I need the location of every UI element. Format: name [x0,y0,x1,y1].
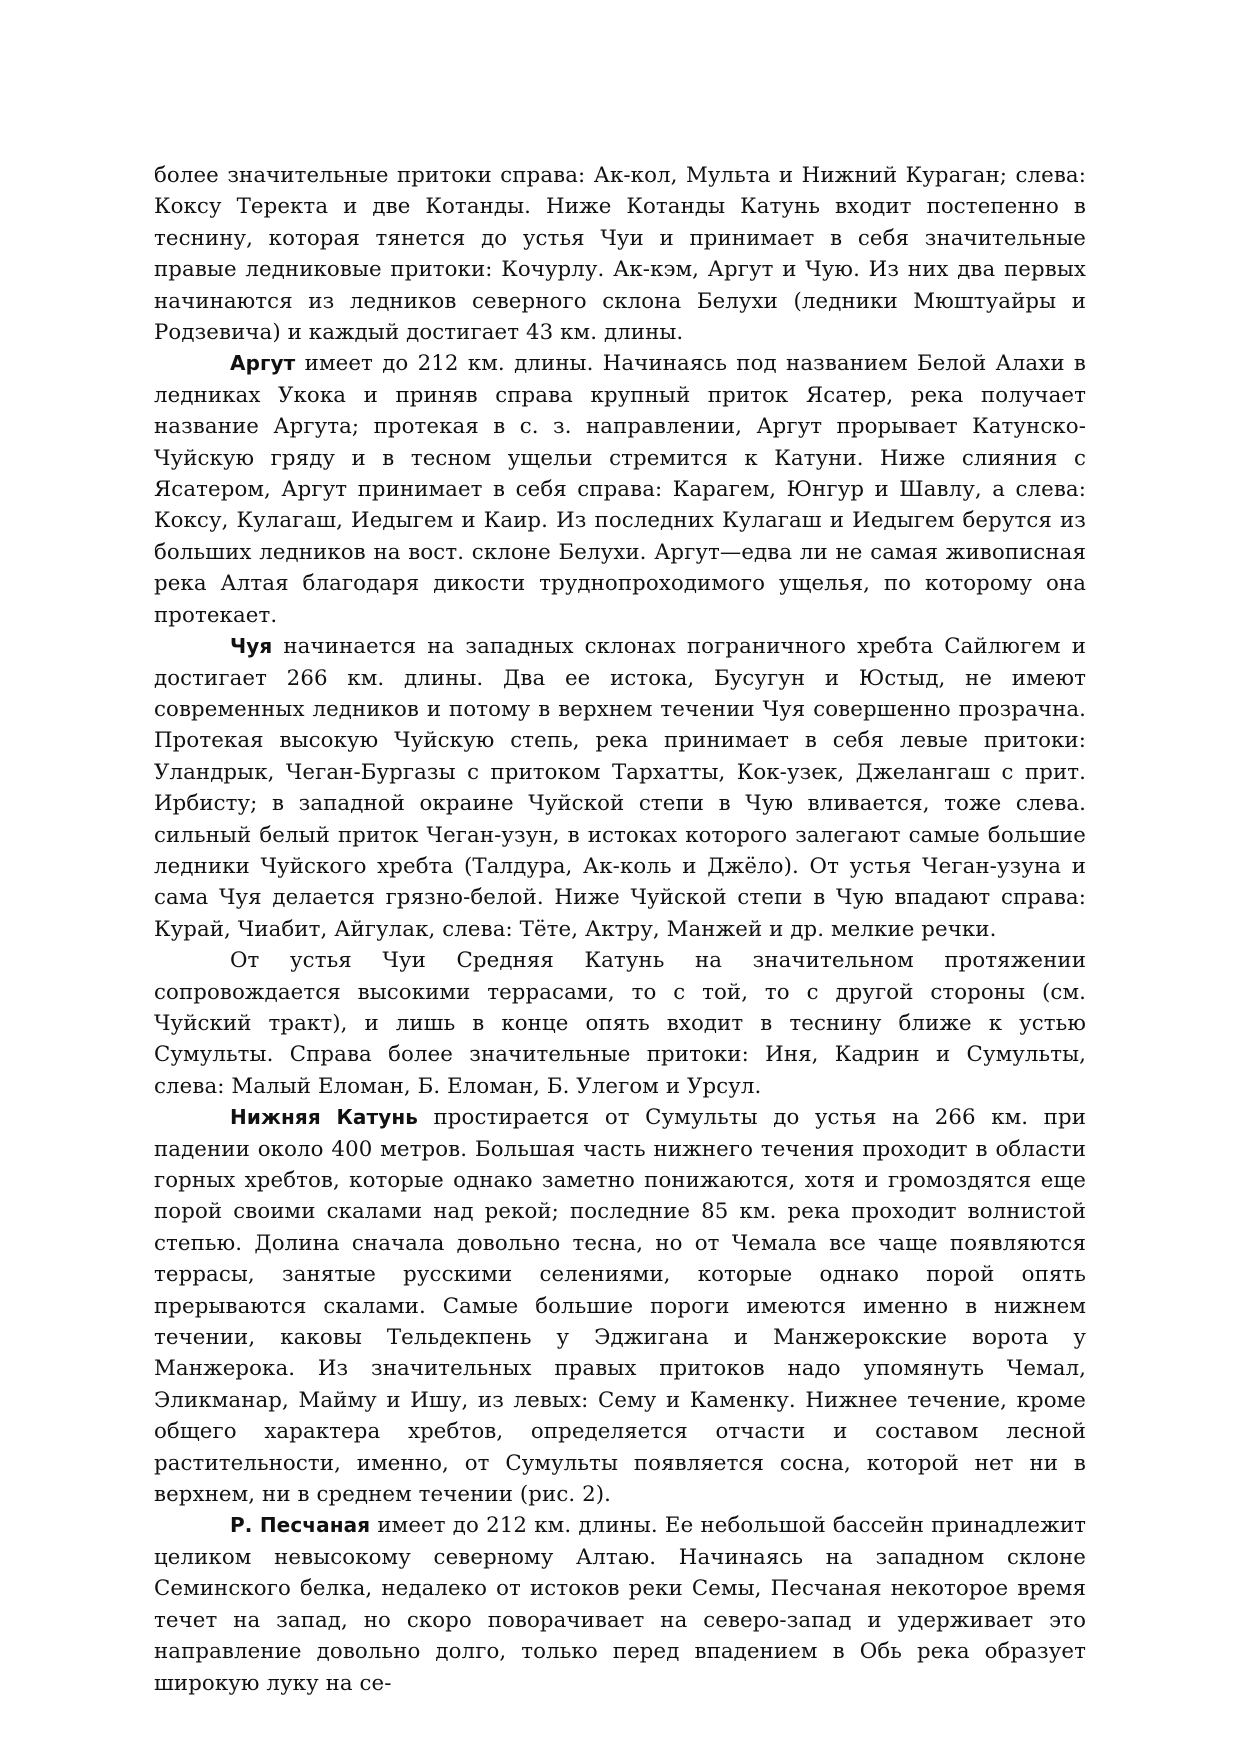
paragraph-heading: Аргут [230,351,296,376]
paragraph-heading: Чуя [230,634,273,659]
paragraph-text: От устья Чуи Средняя Катунь на значительном протяжении сопровождается высокими террасами, то с той, то с другой стороны (см. Чуйский тракт), и лишь в конце опять входит в теснину ближе к устью Сумульты. Справа более значительные притоки: Иня, Кадрин и Сумульты, слева: Малый Еломан, Б. Еломан, Б. Улегом и Урсул. [154,948,1086,1099]
paragraph-text: начинается на западных склонах пограничного хребта Сайлюгем и достигает 266 км. длины. Два ее истока, Бусугун и Юстыд, не имеют современных ледников и потому в верхнем течении Чуя совершенно прозрачна. Протекая высокую Чуйскую степь, река принимает в себя левые притоки: Уландрык, Чеган-Бургазы с притоком Тархатты, Кок-узек, Джелангаш с прит. Ирбисту; в западной окраине Чуйской степи в Чую вливается, тоже слева. сильный белый приток Чеган-узун, в истоках которого залегают самые большие ледники Чуйского хребта (Талдура, Ак-коль и Джёло). От устья Чеган-узуна и сама Чуя делается грязно-белой. Ниже Чуйской степи в Чую впадают справа: Курай, Чиабит, Айгулак, слева: Тёте, Актру, Манжей и др. мелкие речки. [154,634,1086,942]
paragraph-katun-tributaries [154,160,1086,348]
paragraph-lower-katun [154,1102,1086,1510]
paragraph-text: простирается от Сумульты до устья на 266 км. при падении около 400 метров. Большая часть нижнего течения проходит в области горных хребтов, которые однако заметно понижаются, хотя и громоздятся еще порой своими скалами над рекой; последние 85 км. река проходит волнистой степью. Долина сначала довольно тесна, но от Чемала все чаще появляются террасы, занятые русскими селениями, которые однако порой опять прерываются скалами. Самые большие пороги имеются именно в нижнем течении, каковы Тельдекпень у Эджигана и Манжерокские ворота у Манжерока. Из значительных правых притоков надо упомянуть Чемал, Эликманар, Майму и Ишу, из левых: Сему и Каменку. Нижнее течение, кроме общего характера хребтов, определяется отчасти и составом лесной растительности, именно, от Сумульты появляется сосна, которой нет ни в верхнем, ни в среднем течении (рис. 2). [154,1105,1086,1508]
paragraph-middle-katun [154,945,1086,1102]
paragraph-chuya [154,631,1086,945]
paragraph-heading: Нижняя Катунь [230,1105,418,1130]
paragraph-text: имеет до 212 км. длины. Ее небольшой бассейн принадлежит целиком невысокому северному Алтаю. Начинаясь на западном склоне Семинского белка, недалеко от истоков реки Семы, Песчаная некоторое время течет на запад, но скоро поворачивает на северо-запад и удерживает это направление довольно долго, только перед впадением в Обь река образует широкую луку на се- [154,1513,1086,1696]
paragraph-peschanaya [154,1510,1086,1698]
paragraph-text: имеет до 212 км. длины. Начинаясь под названием Белой Алахи в ледниках Укока и приняв справа крупный приток Ясатер, река получает название Аргута; протекая в с. з. направлении, Аргут прорывает Катунско-Чуйскую гряду и в тесном ущельи стремится к Катуни. Ниже слияния с Ясатером, Аргут принимает в себя справа: Карагем, Юнгур и Шавлу, а слева: Коксу, Кулагаш, Иедыгем и Каир. Из последних Кулагаш и Иедыгем берутся из больших ледников на вост. склоне Белухи. Аргут—едва ли не самая живописная река Алтая благодаря дикости труднопроходимого ущелья, по которому она протекает. [154,351,1086,628]
paragraph-text: более значительные притоки справа: Ак-кол, Мульта и Нижний Кураган; слева: Коксу Теректа и две Котанды. Ниже Котанды Катунь входит постепенно в теснину, которая тянется до устья Чуи и принимает в себя значительные правые ледниковые притоки: Кочурлу. Ак-кэм, Аргут и Чую. Из них два первых начинаются из ледников северного склона Белухи (ледники Мюштуайры и Родзевича) и каждый достигает 43 км. длины. [154,163,1086,346]
page-text [154,160,1086,1699]
paragraph-heading: Р. Песчаная [230,1513,371,1538]
paragraph-argut [154,348,1086,631]
